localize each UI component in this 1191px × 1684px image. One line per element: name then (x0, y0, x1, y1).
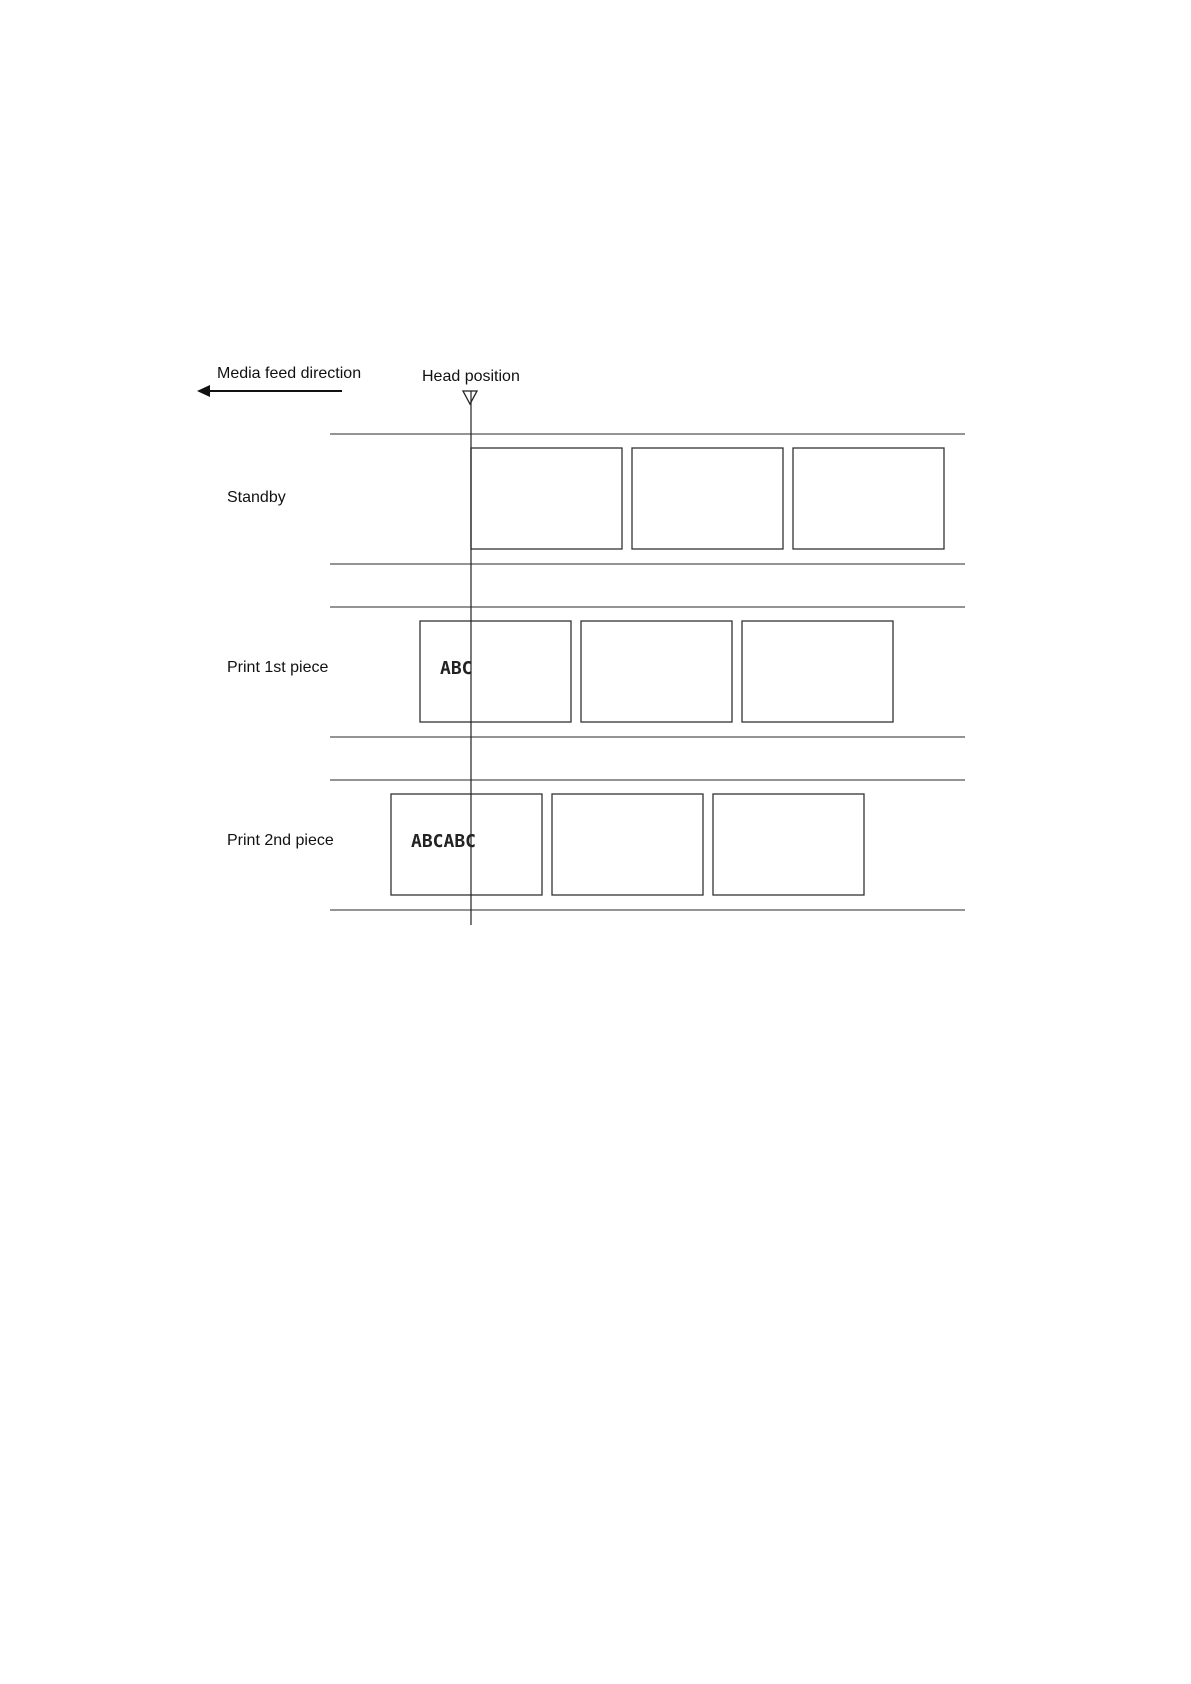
row-print-1st-piece (227, 607, 965, 737)
head-position-marker-icon (463, 391, 477, 404)
media-label-piece (632, 448, 783, 549)
feed-direction-label: Media feed direction (217, 365, 362, 382)
media-label-piece (742, 621, 893, 722)
row-print-2nd-piece (227, 780, 965, 910)
media-label-piece (552, 794, 703, 895)
printed-text: ABC (440, 658, 473, 679)
printed-text: ABCABC (411, 831, 477, 852)
row-label: Print 2nd piece (227, 832, 334, 849)
media-label-piece (581, 621, 732, 722)
head-position-label: Head position (422, 368, 520, 385)
row-standby (227, 434, 965, 564)
media-label-piece (471, 448, 622, 549)
media-label-piece (713, 794, 864, 895)
media-label-piece (793, 448, 944, 549)
feed-direction-arrow-icon (197, 385, 342, 397)
row-label: Print 1st piece (227, 659, 329, 676)
row-label: Standby (227, 489, 286, 506)
